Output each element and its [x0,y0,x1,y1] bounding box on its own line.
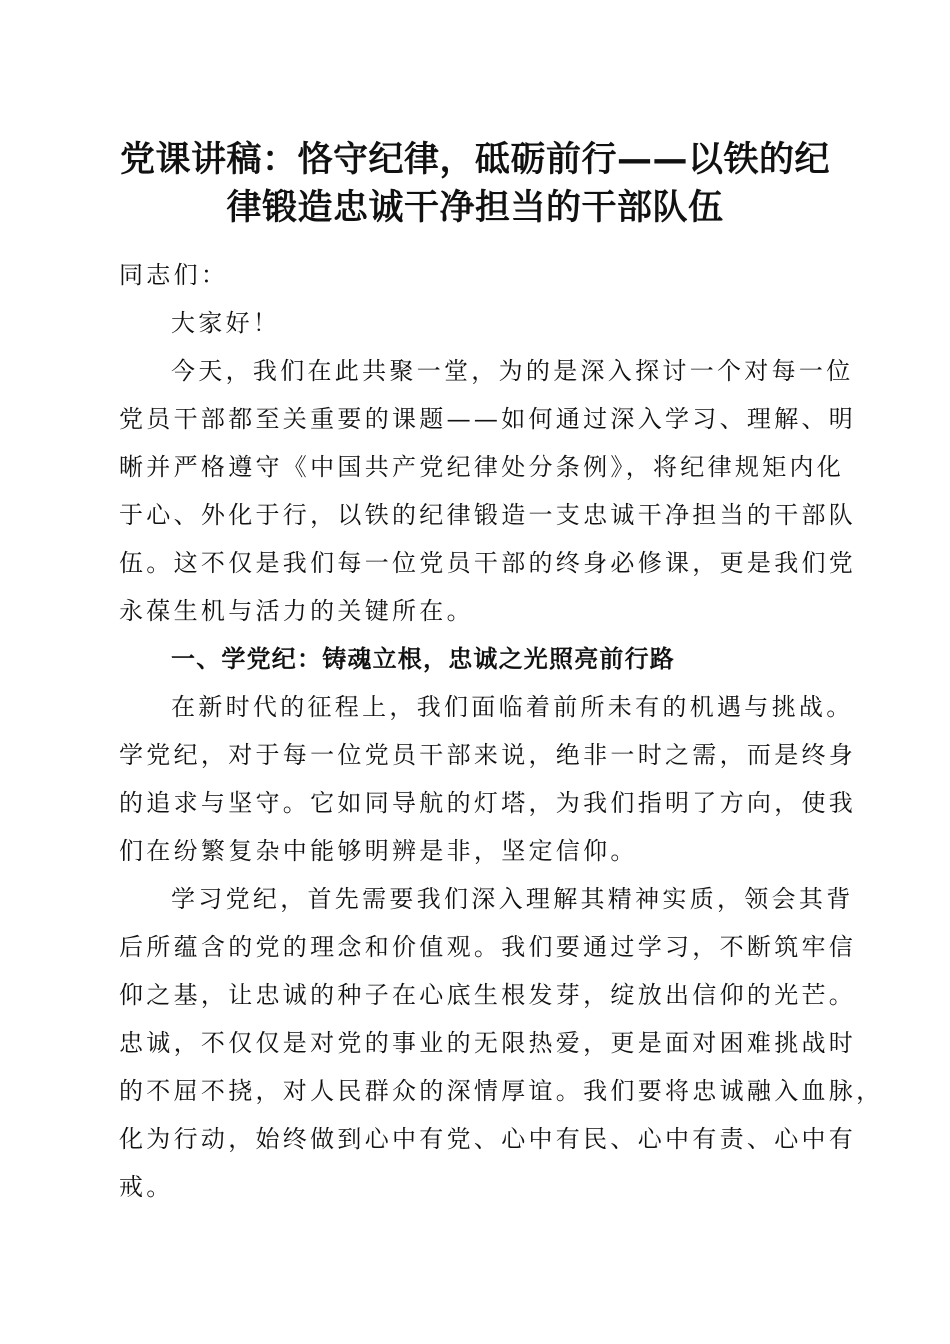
paragraph-line: 忠诚，不仅仅是对党的事业的无限热爱，更是面对困难挑战时 [119,1029,857,1057]
body-paragraph [119,875,884,1211]
paragraph-line: 今天，我们在此共聚一堂，为的是深入探讨一个对每一位 [171,357,854,385]
paragraph-line: 在新时代的征程上，我们面临着前所未有的机遇与挑战。 [171,693,854,721]
paragraph-line: 仰之基，让忠诚的种子在心底生根发芽，绽放出信仰的光芒。 [119,981,857,1009]
body-paragraph [119,683,857,875]
greeting: 大家好！ [171,309,281,337]
paragraph-line: 党员干部都至关重要的课题——如何通过深入学习、理解、明 [119,405,857,433]
intro-paragraph [119,347,857,635]
paragraph-line: 伍。这不仅是我们每一位党员干部的终身必修课，更是我们党 [119,549,857,577]
document-body [119,251,884,1211]
paragraph-line: 们在纷繁复杂中能够明辨是非，坚定信仰。 [119,837,638,865]
document-title [100,136,850,232]
paragraph-line: 晰并严格遵守《中国共产党纪律处分条例》，将纪律规矩内化 [119,453,845,481]
paragraph-line: 化为行动，始终做到心中有党、心中有民、心中有责、心中有 [119,1125,857,1153]
paragraph-line: 后所蕴含的党的理念和价值观。我们要通过学习，不断筑牢信 [119,933,857,961]
paragraph-line: 戒。 [119,1173,174,1201]
title-line-2: 律锻造忠诚干净担当的干部队伍 [226,188,724,228]
salutation: 同志们： [119,261,229,289]
paragraph-line: 永葆生机与活力的关键所在。 [119,597,474,625]
paragraph-line: 学习党纪，首先需要我们深入理解其精神实质，领会其背 [171,885,854,913]
section-heading: 一、学党纪：铸魂立根，忠诚之光照亮前行路 [171,645,675,673]
title-line-1: 党课讲稿：恪守纪律，砥砺前行——以铁的纪 [119,140,830,180]
paragraph-line: 的不屈不挠，对人民群众的深情厚谊。我们要将忠诚融入血脉， [119,1077,884,1105]
paragraph-line: 学党纪，对于每一位党员干部来说，绝非一时之需，而是终身 [119,741,857,769]
paragraph-line: 于心、外化于行，以铁的纪律锻造一支忠诚干净担当的干部队 [119,501,857,529]
paragraph-line: 的追求与坚守。它如同导航的灯塔，为我们指明了方向，使我 [119,789,857,817]
